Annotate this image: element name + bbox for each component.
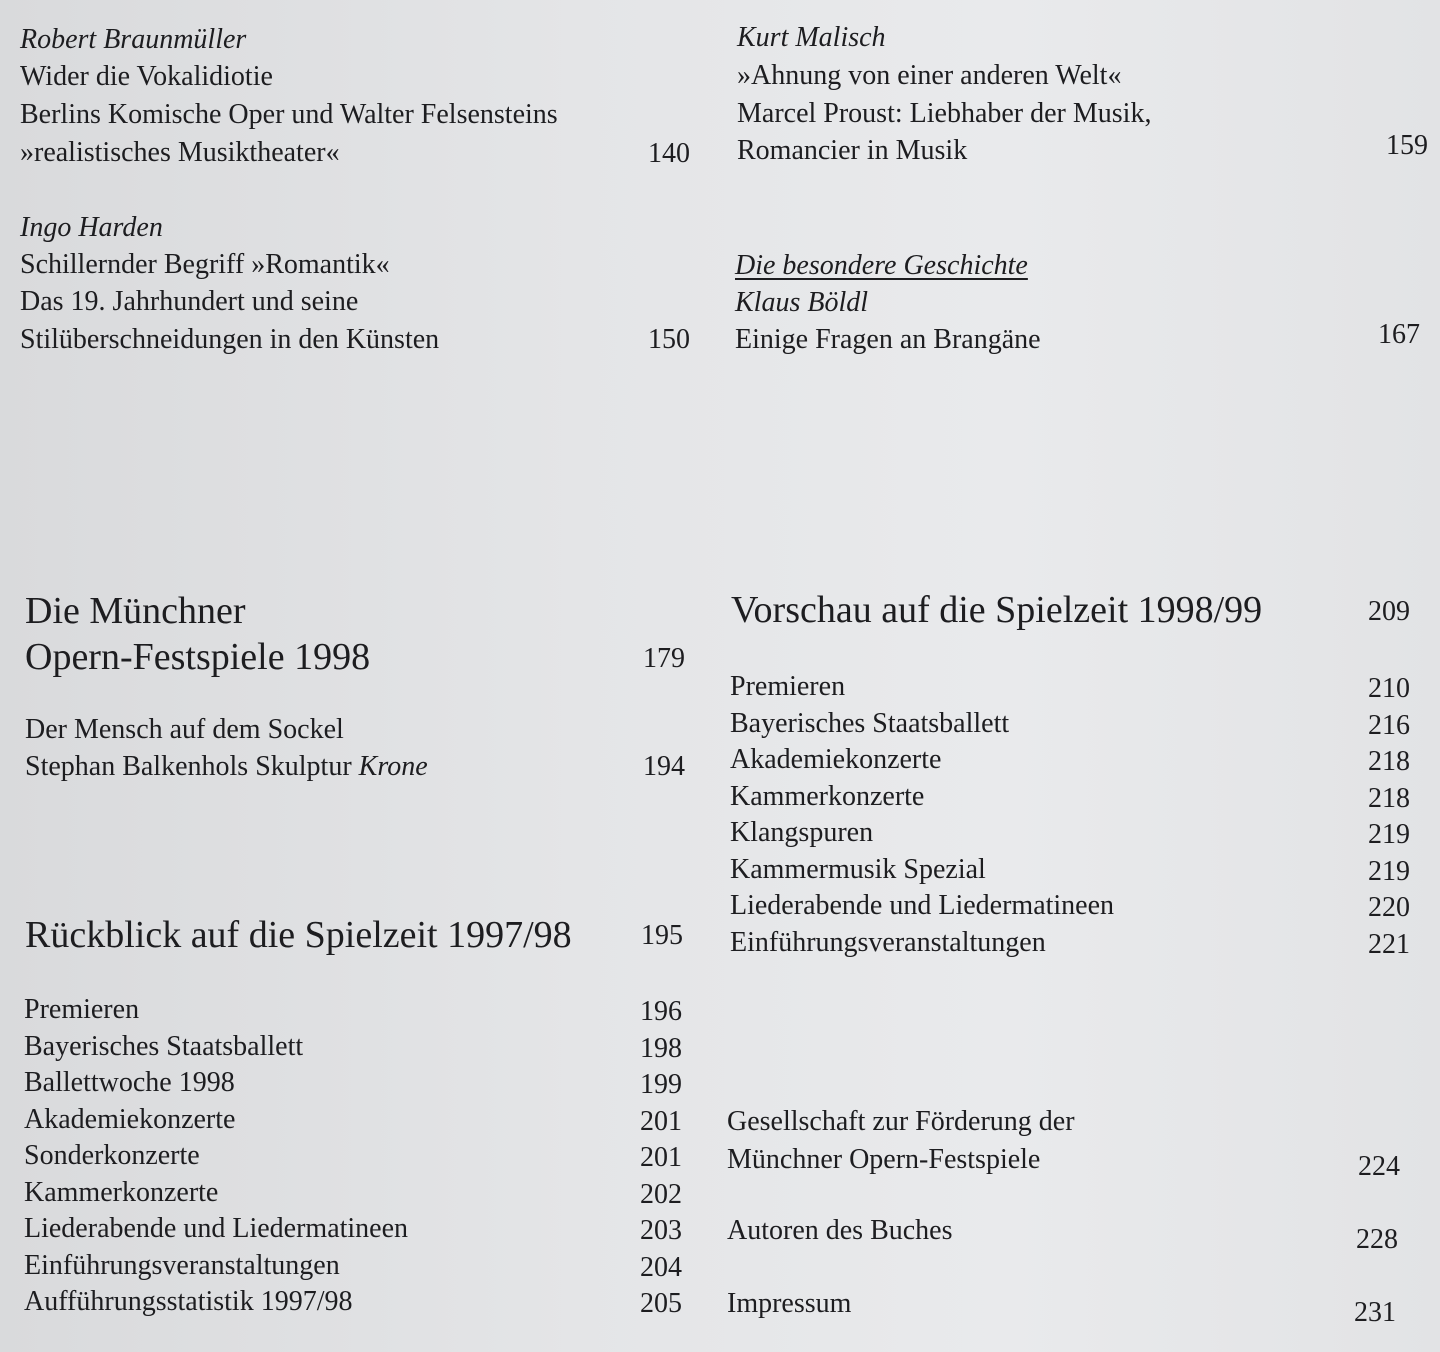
article-title: Schillernder Begriff »Romantik« bbox=[20, 249, 390, 280]
page-number: 167 bbox=[1378, 319, 1420, 350]
page-number: 150 bbox=[648, 324, 690, 355]
page-number: 220 bbox=[1368, 892, 1410, 923]
section-heading: Die Münchner bbox=[25, 590, 246, 632]
toc-entry bbox=[24, 1215, 684, 1252]
toc-entry-label: Akademiekonzerte bbox=[730, 744, 942, 775]
article-title: Einige Fragen an Brangäne bbox=[735, 324, 1041, 355]
toc-entry-label: Sonderkonzerte bbox=[24, 1140, 200, 1171]
article-subtitle: Stilüberschneidungen in den Künsten bbox=[20, 324, 440, 355]
article-author: Kurt Malisch bbox=[737, 22, 886, 53]
toc-entry bbox=[24, 1288, 684, 1325]
closing-entry: Gesellschaft zur Förderung der bbox=[727, 1106, 1075, 1137]
section-heading: Vorschau auf die Spielzeit 1998/99 bbox=[731, 589, 1263, 631]
toc-entry bbox=[730, 819, 1410, 856]
page-number: 140 bbox=[648, 138, 690, 169]
toc-entry-label: Klangspuren bbox=[730, 817, 874, 848]
toc-entry bbox=[730, 892, 1410, 929]
page-number: 203 bbox=[640, 1215, 682, 1246]
page-number: 221 bbox=[1368, 928, 1410, 960]
page-number: 224 bbox=[1358, 1151, 1400, 1182]
article-subtitle: Romancier in Musik bbox=[737, 135, 968, 166]
page-number: 231 bbox=[1354, 1297, 1396, 1328]
toc-entry-label: Premieren bbox=[730, 671, 846, 702]
page-number: 218 bbox=[1368, 782, 1410, 814]
toc-entry-label: Liederabende und Liedermatineen bbox=[24, 1213, 409, 1244]
article-title: Wider die Vokalidiotie bbox=[20, 61, 273, 92]
section-label: Die besondere Geschichte bbox=[735, 250, 1028, 281]
toc-entry bbox=[730, 853, 1410, 893]
article-author: Klaus Böldl bbox=[735, 287, 869, 318]
toc-entry bbox=[730, 746, 1410, 783]
page-number: 196 bbox=[640, 996, 682, 1027]
closing-entry: Autoren des Buches bbox=[727, 1215, 953, 1246]
page-number: 218 bbox=[1368, 746, 1410, 777]
toc-entry bbox=[730, 673, 1410, 710]
article-subtitle: Das 19. Jahrhundert und seine bbox=[20, 286, 359, 317]
page-number: 205 bbox=[640, 1288, 682, 1319]
toc-entry-label: Bayerisches Staatsballett bbox=[24, 1030, 304, 1062]
page-number: 204 bbox=[640, 1251, 682, 1283]
section-heading: Rückblick auf die Spielzeit 1997/98 bbox=[25, 914, 572, 956]
article-subtitle: Berlins Komische Oper und Walter Felsensteins bbox=[20, 99, 558, 130]
page-number: 198 bbox=[640, 1032, 682, 1064]
toc-entry bbox=[24, 1142, 684, 1179]
toc-entry-label: Aufführungsstatistik 1997/98 bbox=[24, 1286, 353, 1317]
article-subtitle: Stephan Balkenhols Skulptur Krone bbox=[25, 751, 428, 782]
page-number: 201 bbox=[640, 1105, 682, 1137]
toc-entry bbox=[24, 1030, 684, 1070]
toc-entry bbox=[24, 1176, 684, 1216]
toc-entry bbox=[730, 780, 1410, 820]
closing-entry: Münchner Opern-Festspiele bbox=[727, 1144, 1041, 1175]
toc-entry-label: Premieren bbox=[24, 994, 140, 1025]
article-subtitle: Marcel Proust: Liebhaber der Musik, bbox=[737, 98, 1152, 129]
article-subtitle: »realistisches Musiktheater« bbox=[20, 137, 340, 168]
toc-entry-label: Liederabende und Liedermatineen bbox=[730, 890, 1115, 921]
page-number: 228 bbox=[1356, 1224, 1398, 1255]
article-author: Robert Braunmüller bbox=[20, 24, 247, 55]
page-number: 194 bbox=[643, 751, 685, 782]
toc-entry-label: Kammerkonzerte bbox=[24, 1176, 219, 1208]
article-author: Ingo Harden bbox=[20, 212, 163, 243]
toc-entry-label: Einführungsveranstaltungen bbox=[730, 926, 1046, 958]
page-number: 210 bbox=[1368, 673, 1410, 704]
toc-entry bbox=[24, 1103, 684, 1143]
page-number: 201 bbox=[640, 1142, 682, 1173]
toc-entry-label: Kammermusik Spezial bbox=[730, 853, 986, 885]
page-number: 219 bbox=[1368, 855, 1410, 887]
toc-entry bbox=[24, 996, 684, 1033]
toc-entry-label: Kammerkonzerte bbox=[730, 780, 925, 812]
page-number: 159 bbox=[1386, 130, 1428, 161]
page-number: 199 bbox=[640, 1069, 682, 1100]
page-number: 179 bbox=[643, 643, 685, 674]
page-number: 202 bbox=[640, 1178, 682, 1210]
section-heading: Opern-Festspiele 1998 bbox=[25, 636, 371, 678]
toc-entry bbox=[730, 926, 1410, 966]
vorschau-entries bbox=[730, 673, 1410, 965]
page-number: 195 bbox=[641, 920, 683, 951]
closing-entry: Impressum bbox=[727, 1288, 852, 1319]
toc-entry bbox=[730, 707, 1410, 747]
page-number: 209 bbox=[1368, 596, 1410, 627]
toc-entry bbox=[24, 1249, 684, 1289]
rueckblick-entries bbox=[24, 996, 684, 1325]
toc-entry-label: Akademiekonzerte bbox=[24, 1103, 236, 1135]
toc-entry-label: Bayerisches Staatsballett bbox=[730, 707, 1010, 739]
toc-entry-label: Einführungsveranstaltungen bbox=[24, 1249, 340, 1281]
toc-entry-label: Ballettwoche 1998 bbox=[24, 1067, 235, 1098]
page-number: 216 bbox=[1368, 709, 1410, 741]
toc-entry bbox=[24, 1069, 684, 1106]
article-title: »Ahnung von einer anderen Welt« bbox=[737, 60, 1122, 91]
artwork-title: Krone bbox=[358, 751, 428, 782]
article-title: Der Mensch auf dem Sockel bbox=[25, 714, 344, 745]
page-number: 219 bbox=[1368, 819, 1410, 850]
